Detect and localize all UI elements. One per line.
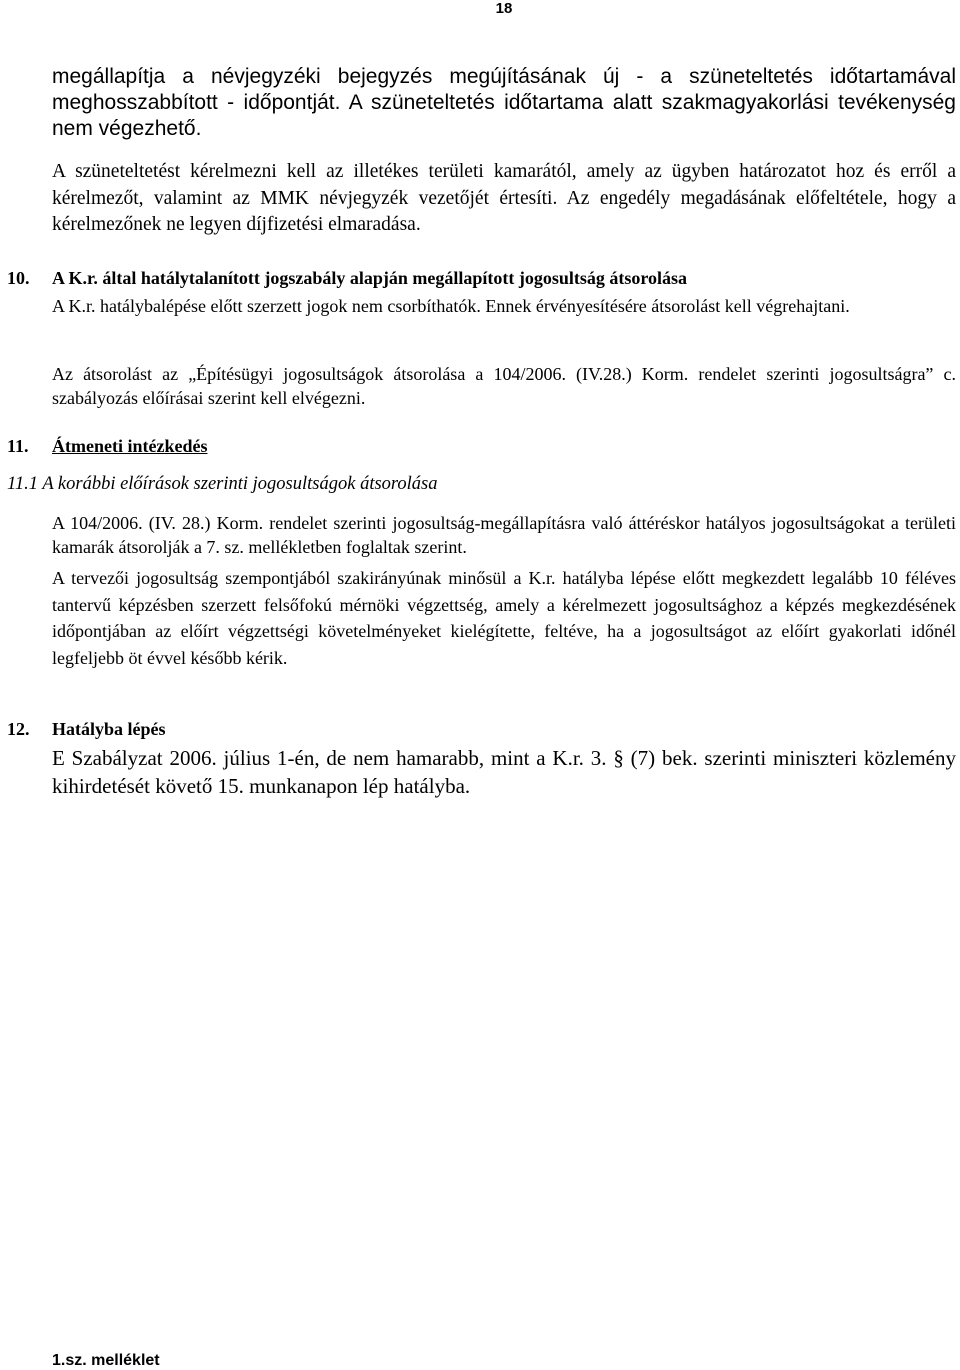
page-number: 18 [495, 0, 513, 17]
subsection-11-1-paragraph-2: A tervezői jogosultság szempontjából szakirányúnak minősül a K.r. hatályba lépése előtt megkezdett legalább 10 féléves tantervű képzésben szerzett felsőfokú mérnöki végzettség, amely a kérelmezett jogosultsághoz a képzés megkezdésének időpontjában az előírt végzettségi követelményeket kielégítette, feltéve, ha a jogosultságot az előírt gyakorlati időnél legfeljebb öt évvel később kérik. [52, 568, 956, 668]
section-10-heading [7, 268, 687, 289]
suspension-paragraph: A szüneteltetést kérelmezni kell az illetékes területi kamarától, amely az ügyben határozatot hoz és erről a kérelmezőt, valamint az MMK névjegyzék vezetőjét értesíti. Az engedély megadásának előfeltétele, hogy a kérelmezőnek ne legyen díjfizetési elmaradása. [52, 161, 956, 235]
subsection-11-1-number: 11.1 [7, 474, 39, 494]
section-10-title: A K.r. által hatálytalanított jogszabály alapján megállapított jogosultság átsorolása [52, 268, 688, 288]
section-10-number: 10. [7, 268, 30, 288]
section-10-paragraph-1: A K.r. hatálybalépése előtt szerzett jogok nem csorbíthatók. Ennek érvényesítésére átsorolást kell végrehajtani. [52, 296, 850, 316]
subsection-11-1-paragraph-1: A 104/2006. (IV. 28.) Korm. rendelet szerinti jogosultság-megállapításra való áttéréskor hatályos jogosultságokat a területi kamarák átsorolják a 7. sz. mellékletben foglaltak szerint. [52, 513, 956, 557]
subsection-11-1-heading [7, 474, 438, 495]
section-11-heading [7, 436, 207, 457]
section-12-heading [7, 719, 166, 740]
section-10-paragraph-2: Az átsorolást az „Építésügyi jogosultságok átsorolása a 104/2006. (IV.28.) Korm. rendelet szerinti jogosultságra” c. szabályozás előírásai szerint kell elvégezni. [52, 364, 956, 408]
intro-paragraph: megállapítja a névjegyzéki bejegyzés megújításának új - a szüneteltetés időtartamával meghosszabbított - időpontját. A szüneteltetés időtartama alatt szakmagyakorlási tevékenység nem végezhető. [52, 65, 956, 140]
section-11-number: 11. [7, 436, 29, 456]
attachment-title: 1.sz. melléklet [52, 1352, 160, 1369]
section-12-paragraph: E Szabályzat 2006. július 1-én, de nem hamarabb, mint a K.r. 3. § (7) bek. szerinti miniszteri közlemény kihirdetését követő 15. munkanapon lép hatályba. [52, 746, 956, 798]
section-12-number: 12. [7, 719, 30, 739]
subsection-11-1-title: A korábbi előírások szerinti jogosultságok átsorolása [42, 474, 438, 494]
section-11-title: Átmeneti intézkedés [52, 436, 208, 456]
section-12-title: Hatályba lépés [52, 719, 166, 739]
